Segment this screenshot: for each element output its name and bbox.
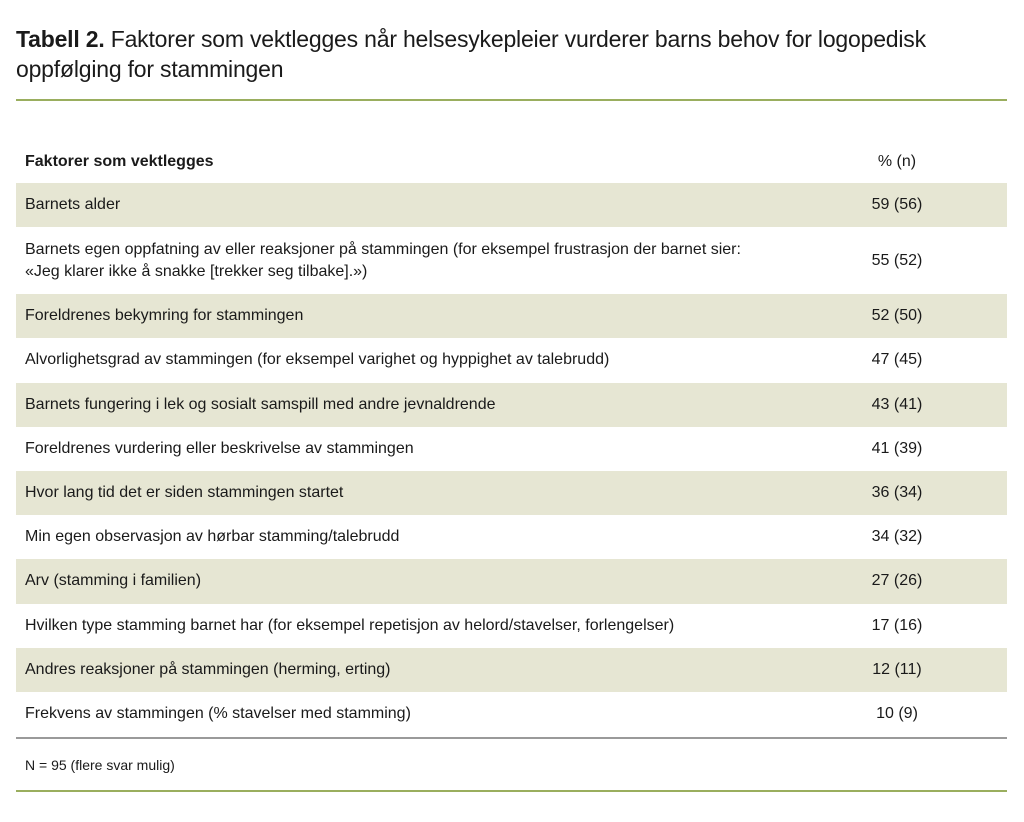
table-row xyxy=(16,692,1007,736)
table-row xyxy=(16,427,1007,471)
value-cell: 17 (16) xyxy=(871,616,923,634)
factor-cell: Arv (stamming i familien) xyxy=(25,572,202,590)
value-cell: 43 (41) xyxy=(871,395,923,413)
table-footnote: N = 95 (flere svar mulig) xyxy=(25,757,175,773)
value-cell: 36 (34) xyxy=(871,484,923,502)
table-header-row xyxy=(16,140,1007,183)
table-row xyxy=(16,183,1007,227)
table-end-rule xyxy=(16,737,1007,739)
table-number-label: Tabell 2. xyxy=(16,26,105,52)
table-row xyxy=(16,515,1007,559)
table-caption: Faktorer som vektlegges når helsesykepleier vurderer barns behov for logopedisk oppfølging for stammingen xyxy=(16,26,926,82)
factor-cell: Alvorlighetsgrad av stammingen (for eksempel varighet og hyppighet av talebrudd) xyxy=(25,351,610,369)
table-row xyxy=(16,383,1007,427)
factor-cell: Barnets alder xyxy=(25,196,121,214)
factor-cell: Barnets egen oppfatning av eller reaksjoner på stammingen (for eksempel frustrasjon der barnet sier: «Jeg klarer ikke å snakke [trekker seg tilbake].») xyxy=(25,240,741,280)
value-cell: 55 (52) xyxy=(871,251,923,269)
table-row xyxy=(16,227,1007,294)
table-title xyxy=(16,24,1006,84)
factor-cell: Foreldrenes vurdering eller beskrivelse av stammingen xyxy=(25,439,414,457)
column-header-percent: % (n) xyxy=(877,152,917,170)
column-header-factor: Faktorer som vektlegges xyxy=(25,152,214,170)
factors-table xyxy=(16,140,1007,736)
value-cell: 34 (32) xyxy=(871,528,923,546)
top-rule xyxy=(16,99,1007,101)
table-row xyxy=(16,294,1007,338)
table-row xyxy=(16,604,1007,648)
factor-cell: Hvor lang tid det er siden stammingen startet xyxy=(25,484,344,502)
factor-cell: Min egen observasjon av hørbar stamming/talebrudd xyxy=(25,528,400,546)
table-row xyxy=(16,338,1007,382)
value-cell: 10 (9) xyxy=(876,704,918,722)
value-cell: 59 (56) xyxy=(871,196,923,214)
bottom-rule xyxy=(16,790,1007,792)
value-cell: 27 (26) xyxy=(871,572,923,590)
value-cell: 52 (50) xyxy=(871,307,923,325)
table-row xyxy=(16,471,1007,515)
value-cell: 47 (45) xyxy=(871,351,923,369)
value-cell: 41 (39) xyxy=(871,439,923,457)
table-row xyxy=(16,648,1007,692)
value-cell: 12 (11) xyxy=(872,660,922,678)
factor-cell: Barnets fungering i lek og sosialt samspill med andre jevnaldrende xyxy=(25,395,496,413)
factor-cell: Hvilken type stamming barnet har (for eksempel repetisjon av helord/stavelser, forlengelser) xyxy=(25,616,675,634)
factor-cell: Andres reaksjoner på stammingen (herming, erting) xyxy=(25,660,391,678)
factor-cell: Frekvens av stammingen (% stavelser med stamming) xyxy=(25,704,411,722)
factor-cell: Foreldrenes bekymring for stammingen xyxy=(25,307,304,325)
table-row xyxy=(16,559,1007,603)
